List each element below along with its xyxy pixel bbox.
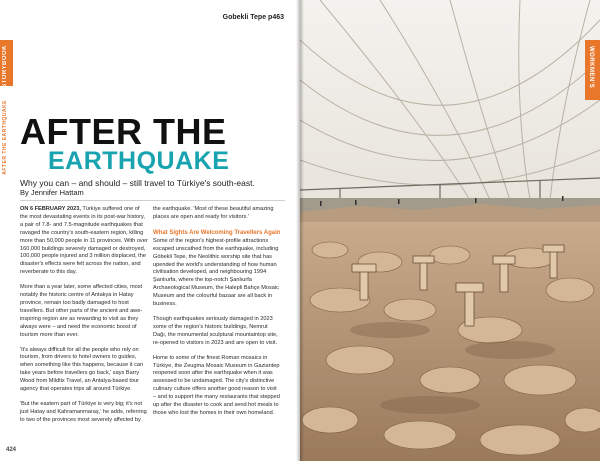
paragraph: the earthquake. 'Most of these beautiful amazing places are open and ready for visitors.' <box>153 206 274 220</box>
byline: By Jennifer Hattam <box>20 188 84 197</box>
paragraph: 'It's always difficult for all the people who rely on tourism, from drivers to hotel owners to guides, when something like this happens, because it can take years before travellers go back,' says Barry Wood from Mildtix Travel, an Antalya-based tour agency that operates trips all around Türkiye. <box>20 346 144 393</box>
paragraph: Some of the region's highest-profile attractions escaped unscathed from the earthquake, including Göbekli Tepe, the Neolithic worship site that has upended the world's understanding of how human civilisation developed, and neighbouring 1994 Şanlıurfa, where the top-notch Şanlıurfa Archaeological Museum, the Halepli Bahçe Mosaic Museum and the colourful bazaar are all back in business. <box>153 237 279 308</box>
paragraph: Though earthquakes seriously damaged in 2023 some of the region's historic buildings, Nemrut Dağı, the monumental sculptural mountaintop site, re-opened to visitors in 2023 and are open to visit. <box>153 315 278 346</box>
title-line-1: AFTER THE <box>20 111 227 152</box>
running-head: Gobekli Tepe p463 <box>222 14 284 21</box>
section-tab-label: STORYBOOK <box>2 45 8 88</box>
right-section-tab-label: WORKMEN'S <box>588 46 594 89</box>
standfirst: Why you can – and should – still travel to Türkiye's south-east. <box>20 178 255 188</box>
body-column-2 <box>153 206 281 425</box>
page-gutter-shadow <box>296 0 304 461</box>
paragraph: Home to some of the finest Roman mosaics in Türkiye, the Zeugma Mosaic Museum in Gaziantep reopened soon after the earthquake when it was assessed to be undamaged. The city's distinctive culinary culture offers another good reason to visit – and to support the many restaurants that stepped up after the disaster to cook and send hot meals to those who lost the homes in their own homeland. <box>153 354 280 416</box>
page-number: 424 <box>6 447 17 453</box>
subheading: What Sights Are Welcoming Travellers Again <box>153 229 281 236</box>
lede: ON 6 FEBRUARY 2023, <box>20 206 81 212</box>
photo-gobekli-tepe <box>300 0 600 461</box>
paragraph: More than a year later, some affected cities, most notably the historic centre of Antakya in Hatay province, remain too badly damaged to host travellers. But other parts of the ancient and awe-inspiring region are as rewarding to visit as they always were – and need the economic boost of tourism more than ever. <box>20 284 143 338</box>
divider <box>20 200 285 201</box>
body-column-1 <box>20 206 148 432</box>
section-sub-label: AFTER THE EARTHQUAKE <box>2 100 8 175</box>
title-line-2: EARTHQUAKE <box>48 147 230 175</box>
paragraph: 'But the eastern part of Türkiye is very big; it's not just Hatay and Kahramanmaraş,' he adds, referring to two of the provinces most severely affected by <box>20 400 147 423</box>
paragraph-text: Türkiye suffered one of the most devastating events in its post-war history, a pair of 7.8- and 7.5-magnitude earthquakes that ravaged the country's south-eastern region, killing more than 50,000 people in 11 provinces. With over 160,000 buildings severely damaged or destroyed, 100,000 people injured and 3 million displaced, the disaster's effects were felt across the nation, and reverberate to this day. <box>20 206 148 276</box>
paragraph <box>20 206 148 277</box>
site-photo-illustration <box>300 0 600 461</box>
